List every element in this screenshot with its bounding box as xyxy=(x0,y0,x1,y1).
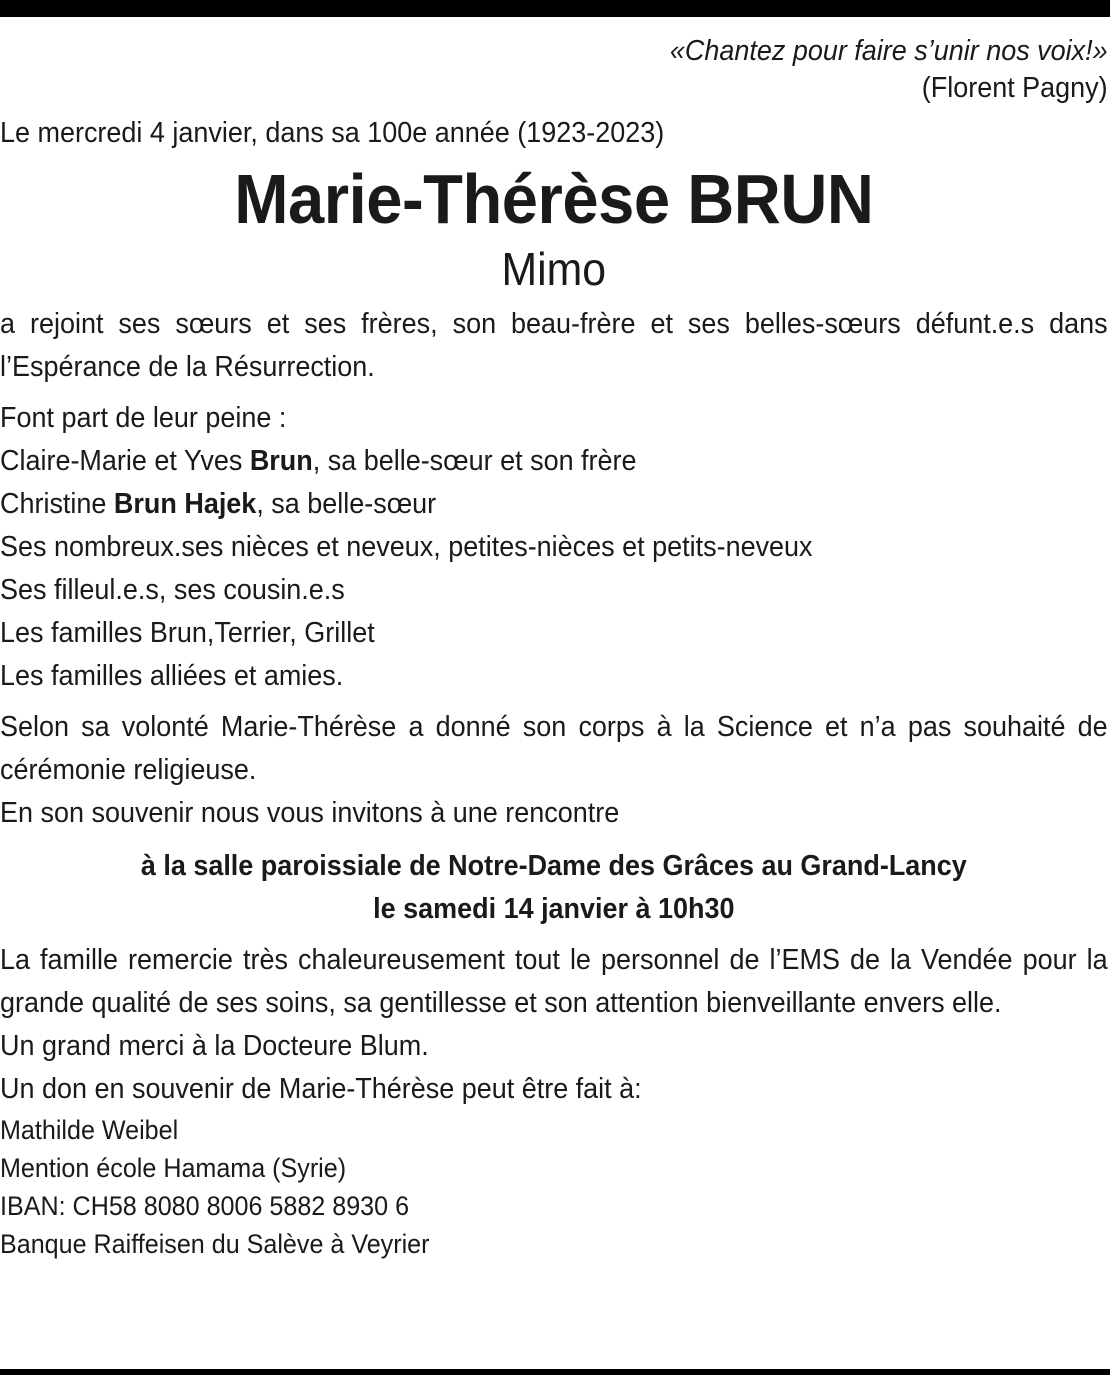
mourner-relation: , sa belle-sœur et son frère xyxy=(312,445,637,477)
deceased-name: Marie-Thérèse BRUN xyxy=(234,160,874,238)
mourner-line: Ses nombreux.ses nièces et neveux, petites-nièces et petits-neveux xyxy=(0,531,813,563)
bank-details xyxy=(0,1111,1108,1263)
mourner-line xyxy=(0,440,1108,483)
top-rule xyxy=(0,0,1110,17)
thanks-section xyxy=(0,939,1108,1111)
epigraph-quote: «Chantez pour faire s’unir nos voix!» xyxy=(669,35,1108,67)
obituary-notice xyxy=(0,30,1108,1263)
mourner-relation: , sa belle-sœur xyxy=(256,488,437,520)
mourner-line: Ses filleul.e.s, ses cousin.e.s xyxy=(0,574,345,606)
event-details xyxy=(0,845,1108,931)
bottom-rule xyxy=(0,1369,1110,1375)
wishes-text: Selon sa volonté Marie-Thérèse a donné son corps à la Science et n’a pas souhaité de cérémonie religieuse. xyxy=(0,711,1108,786)
mourner-given-names: Christine xyxy=(0,488,114,520)
mourner-given-names: Claire-Marie et Yves xyxy=(0,445,250,477)
death-date-line: Le mercredi 4 janvier, dans sa 100e année (1923-2023) xyxy=(0,117,665,149)
mourner-line xyxy=(0,483,1108,526)
deceased-nickname: Mimo xyxy=(501,243,607,295)
epigraph-author: (Florent Pagny) xyxy=(921,72,1108,104)
bank-name: Banque Raiffeisen du Salève à Veyrier xyxy=(0,1229,430,1259)
wishes-section xyxy=(0,706,1108,835)
bank-recipient: Mathilde Weibel xyxy=(0,1115,179,1145)
event-place: à la salle paroissiale de Notre-Dame des Grâces au Grand-Lancy xyxy=(140,850,967,882)
event-date: le samedi 14 janvier à 10h30 xyxy=(373,893,735,925)
thanks-text: La famille remercie très chaleureusement tout le personnel de l’EMS de la Vendée pour la grande qualité de ses soins, sa gentillesse et son attention bienveillante envers elle. xyxy=(0,944,1108,1019)
mourner-surname: Brun Hajek xyxy=(113,488,257,520)
doctor-thanks: Un grand merci à la Docteure Blum. xyxy=(0,1030,429,1062)
invitation-text: En son souvenir nous vous invitons à une rencontre xyxy=(0,797,620,829)
announcement-text: a rejoint ses sœurs et ses frères, son beau-frère et ses belles-sœurs défunt.e.s dans l’Espérance de la Résurrection. xyxy=(0,308,1108,383)
bank-mention: Mention école Hamama (Syrie) xyxy=(0,1153,347,1183)
mourner-line: Les familles Brun,Terrier, Grillet xyxy=(0,617,375,649)
mourners-list xyxy=(0,397,1108,698)
mourners-heading: Font part de leur peine : xyxy=(0,402,287,434)
mourner-line: Les familles alliées et amies. xyxy=(0,660,344,692)
donation-text: Un don en souvenir de Marie-Thérèse peut être fait à: xyxy=(0,1073,642,1105)
mourner-surname: Brun xyxy=(249,445,313,477)
bank-iban: IBAN: CH58 8080 8006 5882 8930 6 xyxy=(0,1191,410,1221)
